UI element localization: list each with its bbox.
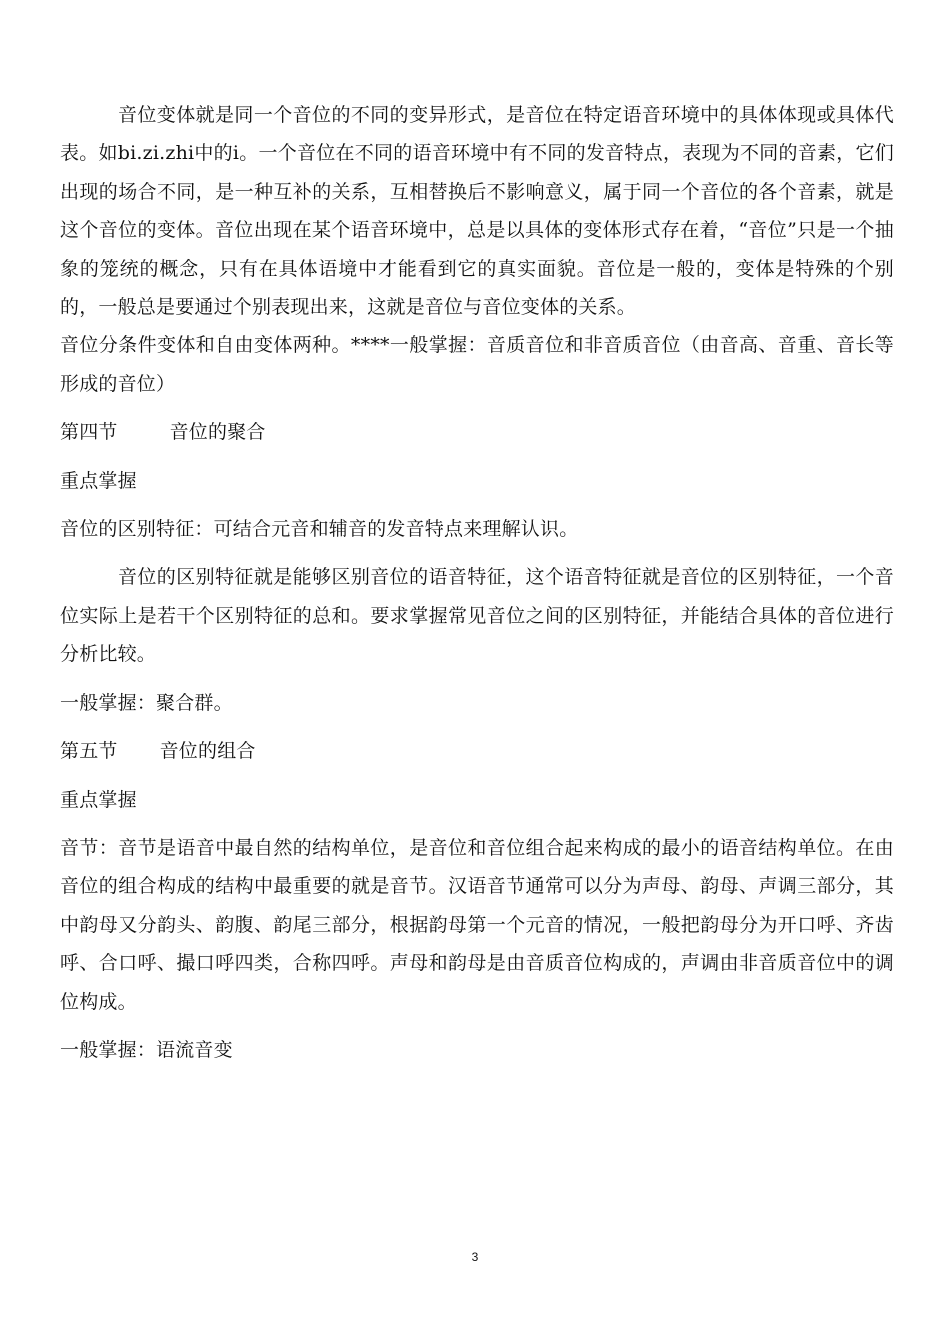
page-number: 3 [471,1250,479,1264]
distinctive-feature-paragraph: 音位的区别特征就是能够区别音位的语音特征，这个语音特征就是音位的区别特征，一个音位实际上是若干个区别特征的总和。要求掌握常见音位之间的区别特征，并能结合具体的音位进行分析比较。 [60,566,894,666]
document-body [60,96,894,1069]
section-5-heading [60,732,894,770]
spacer [60,819,894,829]
spacer [60,548,894,558]
allophone-paragraph: 音位变体就是同一个音位的不同的变异形式，是音位在特定语音环境中的具体体现或具体代表。如bi.zi.zhi中的i。一个音位在不同的语音环境中有不同的发音特点，表现为不同的音素，它们出现的场合不同，是一种互补的关系，互相替换后不影响意义，属于同一个音位的各个音素，就是这个音位的变体。音位出现在某个语音环境中，总是以具体的变体形式存在着，“音位”只是一个抽象的笼统的概念，只有在具体语境中才能看到它的真实面貌。音位是一般的，变体是特殊的个别的，一般总是要通过个别表现出来，这就是音位与音位变体的关系。 [60,104,894,319]
syllable-paragraph: 音节：音节是语音中最自然的结构单位，是音位和音位组合起来构成的最小的语音结构单位。在由音位的组合构成的结构中最重要的就是音节。汉语音节通常可以分为声母、韵母、声调三部分，其中韵母又分韵头、韵腹、韵尾三部分，根据韵母第一个元音的情况，一般把韵母分为开口呼、齐齿呼、合口呼、撮口呼四类，合称四呼。声母和韵母是由音质音位构成的，声调由非音质音位中的调位构成。 [60,836,894,1013]
general-mastery-2: 一般掌握：语流音变 [60,1038,233,1061]
distinctive-feature-intro: 音位的区别特征：可结合元音和辅音的发音特点来理解认识。 [60,518,579,541]
section-5-title: 音位的组合 [159,740,256,763]
spacer [60,500,894,510]
section-4-heading [60,413,894,451]
key-points-label-2: 重点掌握 [60,788,137,811]
general-mastery-1: 一般掌握：聚合群。 [60,691,233,714]
spacer [60,722,894,732]
allophone-types-paragraph: 音位分条件变体和自由变体两种。****一般掌握：音质音位和非音质音位（由音高、音重、音长等形成的音位） [60,334,894,395]
spacer [60,452,894,462]
spacer [60,771,894,781]
spacer [60,674,894,684]
key-points-label-1: 重点掌握 [60,469,137,492]
spacer [60,403,894,413]
section-5-label: 第五节 [60,740,118,763]
section-4-label: 第四节 [60,421,118,444]
section-4-title: 音位的聚合 [169,421,266,444]
spacer [60,1021,894,1031]
